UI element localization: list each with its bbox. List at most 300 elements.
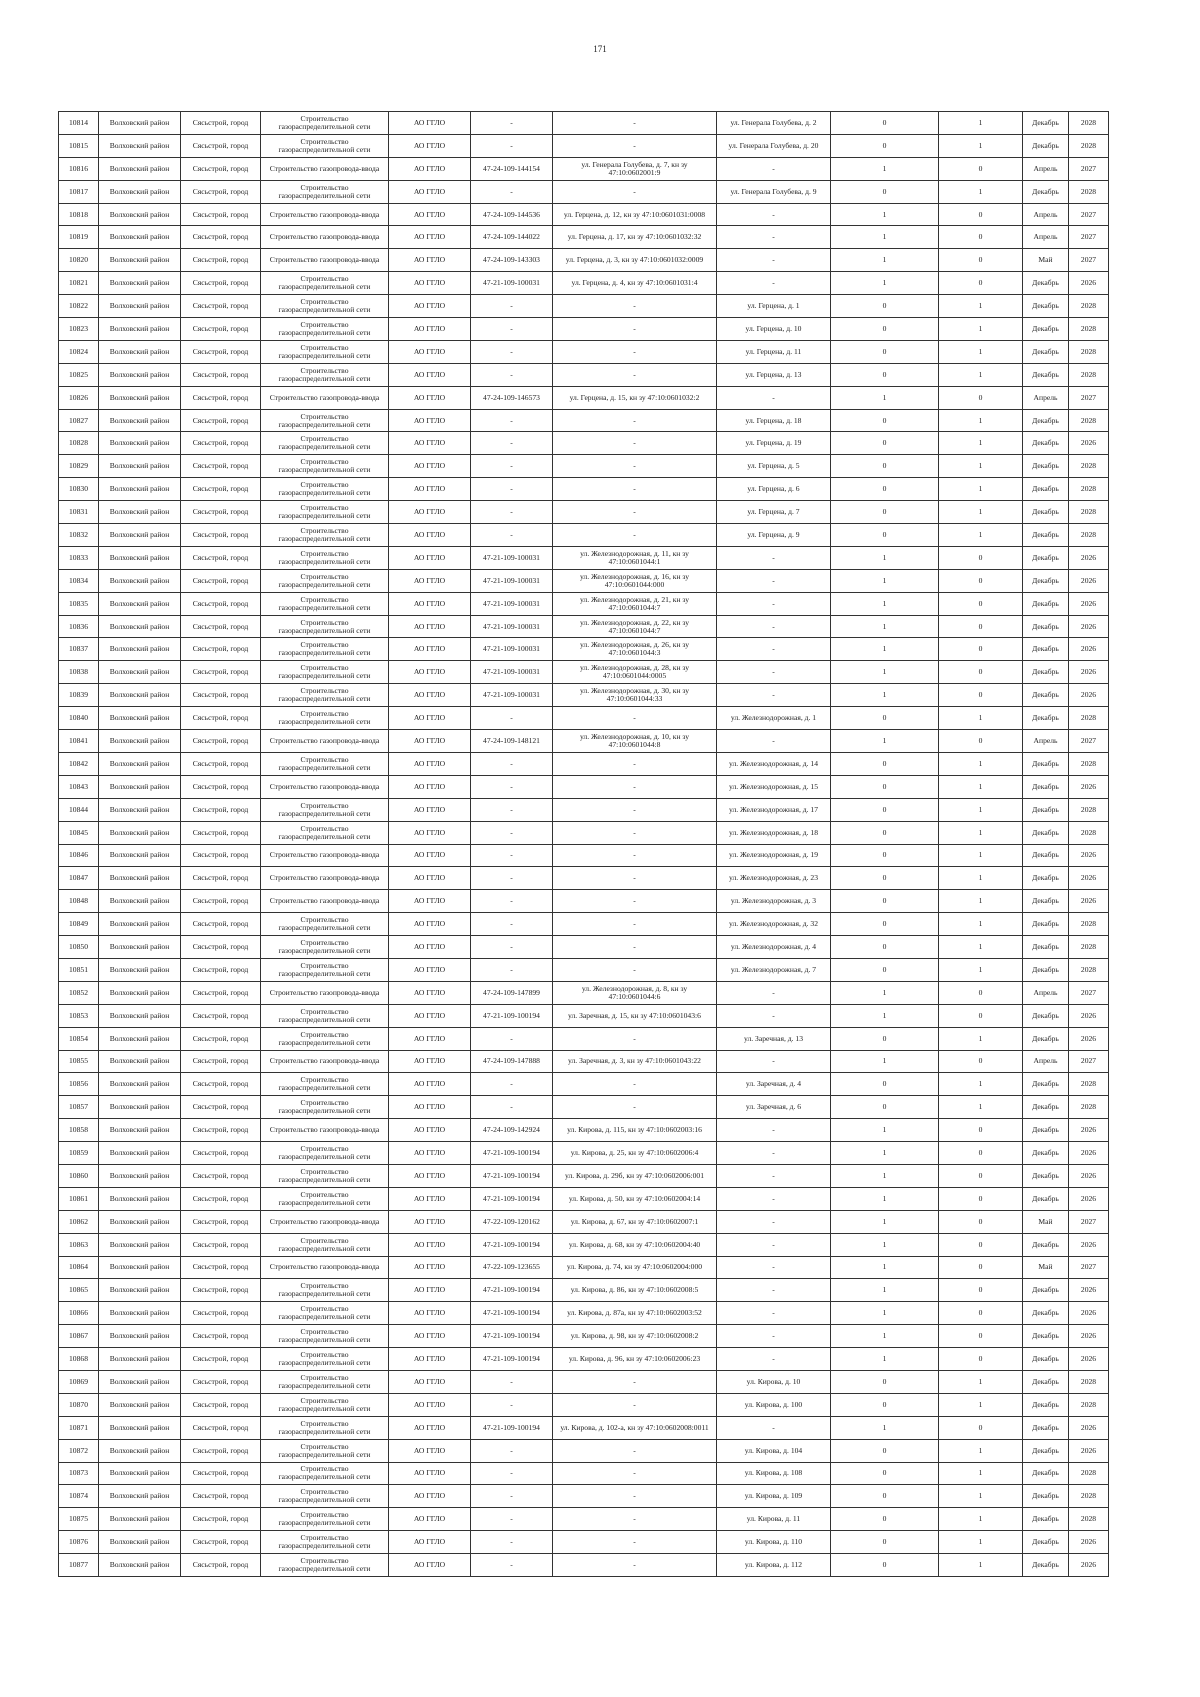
work-type-cell: Строительство газораспределительной сети <box>261 524 389 547</box>
value-2-cell: 0 <box>939 386 1023 409</box>
work-type-cell: Строительство газораспределительной сети <box>261 1096 389 1119</box>
cadastral-address-cell: ул. Кирова, д. 86, кн зу 47:10:0602008:5 <box>553 1279 717 1302</box>
locality-cell: Сясьстрой, город <box>181 958 261 981</box>
organization-cell: АО ГГЛО <box>389 638 471 661</box>
district-cell: Волховский район <box>99 867 181 890</box>
organization-cell: АО ГГЛО <box>389 1348 471 1371</box>
work-type-cell: Строительство газопровода-ввода <box>261 249 389 272</box>
address-cell: - <box>717 1348 831 1371</box>
district-cell: Волховский район <box>99 798 181 821</box>
organization-cell: АО ГГЛО <box>389 821 471 844</box>
district-cell: Волховский район <box>99 1004 181 1027</box>
locality-cell: Сясьстрой, город <box>181 1508 261 1531</box>
value-2-cell: 1 <box>939 112 1023 135</box>
district-cell: Волховский район <box>99 249 181 272</box>
year-cell: 2028 <box>1069 798 1109 821</box>
locality-cell: Сясьстрой, город <box>181 821 261 844</box>
locality-cell: Сясьстрой, город <box>181 1348 261 1371</box>
organization-cell: АО ГГЛО <box>389 1050 471 1073</box>
organization-cell: АО ГГЛО <box>389 180 471 203</box>
year-cell: 2026 <box>1069 890 1109 913</box>
value-2-cell: 0 <box>939 249 1023 272</box>
organization-cell: АО ГГЛО <box>389 1508 471 1531</box>
address-cell: ул. Железнодорожная, д. 14 <box>717 752 831 775</box>
work-type-cell: Строительство газопровода-ввода <box>261 1050 389 1073</box>
address-cell: ул. Герцена, д. 6 <box>717 478 831 501</box>
value-2-cell: 0 <box>939 1004 1023 1027</box>
address-cell: ул. Заречная, д. 4 <box>717 1073 831 1096</box>
table-row <box>59 1119 1109 1142</box>
work-type-cell: Строительство газопровода-ввода <box>261 844 389 867</box>
year-cell: 2026 <box>1069 1004 1109 1027</box>
request-code-cell: 47-24-109-147899 <box>471 981 553 1004</box>
district-cell: Волховский район <box>99 684 181 707</box>
organization-cell: АО ГГЛО <box>389 1210 471 1233</box>
cadastral-address-cell: ул. Железнодорожная, д. 8, кн зу 47:10:0601044:6 <box>553 981 717 1004</box>
gasification-table <box>58 111 1109 1577</box>
value-1-cell: 1 <box>831 661 939 684</box>
district-cell: Волховский район <box>99 707 181 730</box>
cadastral-address-cell: ул. Кирова, д. 29б, кн зу 47:10:0602006:001 <box>553 1164 717 1187</box>
month-cell: Декабрь <box>1023 1096 1069 1119</box>
address-cell: - <box>717 592 831 615</box>
value-1-cell: 0 <box>831 180 939 203</box>
locality-cell: Сясьстрой, город <box>181 1233 261 1256</box>
locality-cell: Сясьстрой, город <box>181 134 261 157</box>
address-cell: ул. Железнодорожная, д. 1 <box>717 707 831 730</box>
cadastral-address-cell: - <box>553 1370 717 1393</box>
value-1-cell: 1 <box>831 569 939 592</box>
locality-cell: Сясьстрой, город <box>181 1142 261 1165</box>
district-cell: Волховский район <box>99 1462 181 1485</box>
work-type-cell: Строительство газораспределительной сети <box>261 501 389 524</box>
locality-cell: Сясьстрой, город <box>181 1370 261 1393</box>
locality-cell: Сясьстрой, город <box>181 501 261 524</box>
district-cell: Волховский район <box>99 524 181 547</box>
value-1-cell: 1 <box>831 981 939 1004</box>
request-code-cell: - <box>471 1485 553 1508</box>
month-cell: Декабрь <box>1023 340 1069 363</box>
organization-cell: АО ГГЛО <box>389 1439 471 1462</box>
value-2-cell: 1 <box>939 1027 1023 1050</box>
work-type-cell: Строительство газораспределительной сети <box>261 913 389 936</box>
table-row <box>59 821 1109 844</box>
work-type-cell: Строительство газораспределительной сети <box>261 821 389 844</box>
work-type-cell: Строительство газораспределительной сети <box>261 615 389 638</box>
table-row <box>59 1439 1109 1462</box>
cadastral-address-cell: - <box>553 112 717 135</box>
locality-cell: Сясьстрой, город <box>181 180 261 203</box>
year-cell: 2026 <box>1069 546 1109 569</box>
value-1-cell: 0 <box>831 707 939 730</box>
request-code-cell: 47-21-109-100194 <box>471 1279 553 1302</box>
request-code-cell: 47-24-109-143303 <box>471 249 553 272</box>
address-cell: ул. Железнодорожная, д. 19 <box>717 844 831 867</box>
cadastral-address-cell: ул. Кирова, д. 98, кн зу 47:10:0602008:2 <box>553 1325 717 1348</box>
value-2-cell: 0 <box>939 569 1023 592</box>
work-type-cell: Строительство газораспределительной сети <box>261 1187 389 1210</box>
cadastral-address-cell: ул. Кирова, д. 67, кн зу 47:10:0602007:1 <box>553 1210 717 1233</box>
value-2-cell: 0 <box>939 546 1023 569</box>
table-row <box>59 775 1109 798</box>
month-cell: Декабрь <box>1023 684 1069 707</box>
value-1-cell: 0 <box>831 1096 939 1119</box>
row-number-cell: 10857 <box>59 1096 99 1119</box>
cadastral-address-cell: - <box>553 1027 717 1050</box>
organization-cell: АО ГГЛО <box>389 1531 471 1554</box>
value-1-cell: 1 <box>831 1302 939 1325</box>
table-row <box>59 409 1109 432</box>
value-1-cell: 1 <box>831 272 939 295</box>
year-cell: 2026 <box>1069 592 1109 615</box>
request-code-cell: 47-21-109-100031 <box>471 615 553 638</box>
year-cell: 2027 <box>1069 981 1109 1004</box>
month-cell: Апрель <box>1023 157 1069 180</box>
organization-cell: АО ГГЛО <box>389 1187 471 1210</box>
row-number-cell: 10836 <box>59 615 99 638</box>
address-cell: - <box>717 615 831 638</box>
organization-cell: АО ГГЛО <box>389 340 471 363</box>
address-cell: ул. Кирова, д. 10 <box>717 1370 831 1393</box>
district-cell: Волховский район <box>99 936 181 959</box>
address-cell: - <box>717 1119 831 1142</box>
row-number-cell: 10818 <box>59 203 99 226</box>
district-cell: Волховский район <box>99 386 181 409</box>
table-row <box>59 913 1109 936</box>
cadastral-address-cell: - <box>553 775 717 798</box>
year-cell: 2028 <box>1069 134 1109 157</box>
row-number-cell: 10866 <box>59 1302 99 1325</box>
district-cell: Волховский район <box>99 1279 181 1302</box>
district-cell: Волховский район <box>99 546 181 569</box>
request-code-cell: - <box>471 1531 553 1554</box>
value-1-cell: 0 <box>831 798 939 821</box>
district-cell: Волховский район <box>99 821 181 844</box>
row-number-cell: 10869 <box>59 1370 99 1393</box>
year-cell: 2028 <box>1069 913 1109 936</box>
year-cell: 2028 <box>1069 821 1109 844</box>
address-cell: - <box>717 1279 831 1302</box>
address-cell: - <box>717 546 831 569</box>
value-2-cell: 1 <box>939 1096 1023 1119</box>
organization-cell: АО ГГЛО <box>389 546 471 569</box>
value-1-cell: 1 <box>831 1119 939 1142</box>
value-2-cell: 1 <box>939 340 1023 363</box>
locality-cell: Сясьстрой, город <box>181 1325 261 1348</box>
cadastral-address-cell: - <box>553 844 717 867</box>
row-number-cell: 10875 <box>59 1508 99 1531</box>
district-cell: Волховский район <box>99 981 181 1004</box>
month-cell: Декабрь <box>1023 524 1069 547</box>
value-2-cell: 1 <box>939 318 1023 341</box>
value-2-cell: 1 <box>939 1370 1023 1393</box>
value-1-cell: 1 <box>831 157 939 180</box>
table-row <box>59 981 1109 1004</box>
table-row <box>59 730 1109 753</box>
value-2-cell: 0 <box>939 1256 1023 1279</box>
work-type-cell: Строительство газораспределительной сети <box>261 1370 389 1393</box>
locality-cell: Сясьстрой, город <box>181 844 261 867</box>
request-code-cell: - <box>471 134 553 157</box>
table-row <box>59 157 1109 180</box>
value-1-cell: 0 <box>831 1027 939 1050</box>
cadastral-address-cell: ул. Герцена, д. 17, кн зу 47:10:0601032:32 <box>553 226 717 249</box>
month-cell: Декабрь <box>1023 318 1069 341</box>
cadastral-address-cell: ул. Железнодорожная, д. 30, кн зу 47:10:0601044:33 <box>553 684 717 707</box>
row-number-cell: 10826 <box>59 386 99 409</box>
organization-cell: АО ГГЛО <box>389 684 471 707</box>
cadastral-address-cell: - <box>553 913 717 936</box>
value-2-cell: 1 <box>939 295 1023 318</box>
request-code-cell: - <box>471 501 553 524</box>
cadastral-address-cell: ул. Генерала Голубева, д. 7, кн зу 47:10:0602001:9 <box>553 157 717 180</box>
value-1-cell: 1 <box>831 615 939 638</box>
year-cell: 2026 <box>1069 1439 1109 1462</box>
address-cell: ул. Кирова, д. 104 <box>717 1439 831 1462</box>
cadastral-address-cell: - <box>553 1554 717 1577</box>
locality-cell: Сясьстрой, город <box>181 432 261 455</box>
organization-cell: АО ГГЛО <box>389 1302 471 1325</box>
row-number-cell: 10867 <box>59 1325 99 1348</box>
cadastral-address-cell: - <box>553 180 717 203</box>
year-cell: 2026 <box>1069 272 1109 295</box>
value-2-cell: 1 <box>939 890 1023 913</box>
cadastral-address-cell: - <box>553 432 717 455</box>
month-cell: Декабрь <box>1023 1325 1069 1348</box>
value-2-cell: 0 <box>939 592 1023 615</box>
value-1-cell: 1 <box>831 1004 939 1027</box>
value-2-cell: 1 <box>939 1485 1023 1508</box>
value-1-cell: 0 <box>831 913 939 936</box>
work-type-cell: Строительство газораспределительной сети <box>261 455 389 478</box>
cadastral-address-cell: - <box>553 798 717 821</box>
year-cell: 2026 <box>1069 1531 1109 1554</box>
year-cell: 2026 <box>1069 1325 1109 1348</box>
value-2-cell: 1 <box>939 409 1023 432</box>
request-code-cell: 47-21-109-100031 <box>471 546 553 569</box>
address-cell: ул. Железнодорожная, д. 3 <box>717 890 831 913</box>
row-number-cell: 10873 <box>59 1462 99 1485</box>
locality-cell: Сясьстрой, город <box>181 226 261 249</box>
table-row <box>59 1508 1109 1531</box>
cadastral-address-cell: - <box>553 340 717 363</box>
cadastral-address-cell: - <box>553 1531 717 1554</box>
row-number-cell: 10841 <box>59 730 99 753</box>
request-code-cell: - <box>471 844 553 867</box>
value-2-cell: 1 <box>939 1439 1023 1462</box>
organization-cell: АО ГГЛО <box>389 1073 471 1096</box>
organization-cell: АО ГГЛО <box>389 363 471 386</box>
district-cell: Волховский район <box>99 890 181 913</box>
request-code-cell: - <box>471 432 553 455</box>
value-2-cell: 1 <box>939 363 1023 386</box>
row-number-cell: 10819 <box>59 226 99 249</box>
request-code-cell: 47-21-109-100194 <box>471 1302 553 1325</box>
organization-cell: АО ГГЛО <box>389 1462 471 1485</box>
district-cell: Волховский район <box>99 432 181 455</box>
district-cell: Волховский район <box>99 1554 181 1577</box>
year-cell: 2026 <box>1069 1279 1109 1302</box>
value-2-cell: 1 <box>939 1462 1023 1485</box>
value-1-cell: 1 <box>831 546 939 569</box>
locality-cell: Сясьстрой, город <box>181 1554 261 1577</box>
value-1-cell: 0 <box>831 844 939 867</box>
month-cell: Декабрь <box>1023 1508 1069 1531</box>
organization-cell: АО ГГЛО <box>389 569 471 592</box>
cadastral-address-cell: ул. Кирова, д. 74, кн зу 47:10:0602004:000 <box>553 1256 717 1279</box>
address-cell: - <box>717 1210 831 1233</box>
district-cell: Волховский район <box>99 661 181 684</box>
district-cell: Волховский район <box>99 180 181 203</box>
row-number-cell: 10827 <box>59 409 99 432</box>
table-row <box>59 1096 1109 1119</box>
value-1-cell: 0 <box>831 340 939 363</box>
value-1-cell: 1 <box>831 386 939 409</box>
month-cell: Май <box>1023 1256 1069 1279</box>
year-cell: 2028 <box>1069 958 1109 981</box>
address-cell: - <box>717 1302 831 1325</box>
locality-cell: Сясьстрой, город <box>181 157 261 180</box>
year-cell: 2026 <box>1069 1164 1109 1187</box>
work-type-cell: Строительство газопровода-ввода <box>261 1256 389 1279</box>
month-cell: Апрель <box>1023 981 1069 1004</box>
table-row <box>59 1393 1109 1416</box>
address-cell: - <box>717 1164 831 1187</box>
year-cell: 2028 <box>1069 112 1109 135</box>
work-type-cell: Строительство газопровода-ввода <box>261 1119 389 1142</box>
address-cell: ул. Кирова, д. 110 <box>717 1531 831 1554</box>
district-cell: Волховский район <box>99 1142 181 1165</box>
table-row <box>59 134 1109 157</box>
value-1-cell: 0 <box>831 501 939 524</box>
value-2-cell: 0 <box>939 1302 1023 1325</box>
address-cell: - <box>717 1256 831 1279</box>
locality-cell: Сясьстрой, город <box>181 1439 261 1462</box>
work-type-cell: Строительство газопровода-ввода <box>261 1210 389 1233</box>
work-type-cell: Строительство газораспределительной сети <box>261 638 389 661</box>
year-cell: 2026 <box>1069 1302 1109 1325</box>
row-number-cell: 10859 <box>59 1142 99 1165</box>
month-cell: Декабрь <box>1023 134 1069 157</box>
cadastral-address-cell: ул. Железнодорожная, д. 10, кн зу 47:10:0601044:8 <box>553 730 717 753</box>
cadastral-address-cell: ул. Кирова, д. 50, кн зу 47:10:0602004:14 <box>553 1187 717 1210</box>
table-row <box>59 1348 1109 1371</box>
cadastral-address-cell: - <box>553 821 717 844</box>
request-code-cell: - <box>471 890 553 913</box>
month-cell: Декабрь <box>1023 1279 1069 1302</box>
request-code-cell: 47-21-109-100194 <box>471 1004 553 1027</box>
month-cell: Апрель <box>1023 226 1069 249</box>
value-1-cell: 1 <box>831 1325 939 1348</box>
request-code-cell: - <box>471 707 553 730</box>
month-cell: Апрель <box>1023 386 1069 409</box>
table-row <box>59 501 1109 524</box>
row-number-cell: 10839 <box>59 684 99 707</box>
work-type-cell: Строительство газораспределительной сети <box>261 1027 389 1050</box>
value-1-cell: 0 <box>831 1462 939 1485</box>
organization-cell: АО ГГЛО <box>389 890 471 913</box>
work-type-cell: Строительство газораспределительной сети <box>261 1164 389 1187</box>
value-1-cell: 1 <box>831 1233 939 1256</box>
table-row <box>59 478 1109 501</box>
value-1-cell: 0 <box>831 112 939 135</box>
row-number-cell: 10871 <box>59 1416 99 1439</box>
organization-cell: АО ГГЛО <box>389 775 471 798</box>
value-1-cell: 0 <box>831 958 939 981</box>
cadastral-address-cell: ул. Железнодорожная, д. 22, кн зу 47:10:0601044:7 <box>553 615 717 638</box>
value-1-cell: 1 <box>831 684 939 707</box>
value-2-cell: 0 <box>939 157 1023 180</box>
table-row <box>59 1142 1109 1165</box>
request-code-cell: - <box>471 821 553 844</box>
year-cell: 2028 <box>1069 936 1109 959</box>
request-code-cell: - <box>471 1439 553 1462</box>
organization-cell: АО ГГЛО <box>389 981 471 1004</box>
organization-cell: АО ГГЛО <box>389 1142 471 1165</box>
request-code-cell: - <box>471 1508 553 1531</box>
work-type-cell: Строительство газораспределительной сети <box>261 272 389 295</box>
request-code-cell: 47-21-109-100194 <box>471 1142 553 1165</box>
district-cell: Волховский район <box>99 409 181 432</box>
value-2-cell: 1 <box>939 134 1023 157</box>
work-type-cell: Строительство газораспределительной сети <box>261 592 389 615</box>
request-code-cell: - <box>471 958 553 981</box>
year-cell: 2028 <box>1069 363 1109 386</box>
value-1-cell: 1 <box>831 1416 939 1439</box>
address-cell: - <box>717 638 831 661</box>
month-cell: Декабрь <box>1023 1370 1069 1393</box>
month-cell: Декабрь <box>1023 432 1069 455</box>
value-1-cell: 0 <box>831 1073 939 1096</box>
value-2-cell: 0 <box>939 1119 1023 1142</box>
value-1-cell: 0 <box>831 1508 939 1531</box>
request-code-cell: - <box>471 1027 553 1050</box>
organization-cell: АО ГГЛО <box>389 752 471 775</box>
request-code-cell: 47-21-109-100194 <box>471 1348 553 1371</box>
locality-cell: Сясьстрой, город <box>181 1416 261 1439</box>
address-cell: - <box>717 684 831 707</box>
row-number-cell: 10876 <box>59 1531 99 1554</box>
year-cell: 2026 <box>1069 1233 1109 1256</box>
year-cell: 2026 <box>1069 1119 1109 1142</box>
table-body <box>59 112 1109 1577</box>
address-cell: - <box>717 1325 831 1348</box>
organization-cell: АО ГГЛО <box>389 1370 471 1393</box>
cadastral-address-cell: - <box>553 752 717 775</box>
district-cell: Волховский район <box>99 752 181 775</box>
row-number-cell: 10872 <box>59 1439 99 1462</box>
district-cell: Волховский район <box>99 157 181 180</box>
request-code-cell: - <box>471 363 553 386</box>
value-2-cell: 0 <box>939 1142 1023 1165</box>
value-2-cell: 0 <box>939 1187 1023 1210</box>
locality-cell: Сясьстрой, город <box>181 867 261 890</box>
month-cell: Апрель <box>1023 1050 1069 1073</box>
table-row <box>59 1027 1109 1050</box>
value-1-cell: 0 <box>831 775 939 798</box>
row-number-cell: 10815 <box>59 134 99 157</box>
month-cell: Декабрь <box>1023 958 1069 981</box>
year-cell: 2026 <box>1069 661 1109 684</box>
row-number-cell: 10849 <box>59 913 99 936</box>
address-cell: ул. Железнодорожная, д. 32 <box>717 913 831 936</box>
district-cell: Волховский район <box>99 1325 181 1348</box>
value-2-cell: 0 <box>939 684 1023 707</box>
row-number-cell: 10843 <box>59 775 99 798</box>
page-number: 171 <box>593 44 607 54</box>
request-code-cell: 47-21-109-100194 <box>471 1233 553 1256</box>
district-cell: Волховский район <box>99 295 181 318</box>
